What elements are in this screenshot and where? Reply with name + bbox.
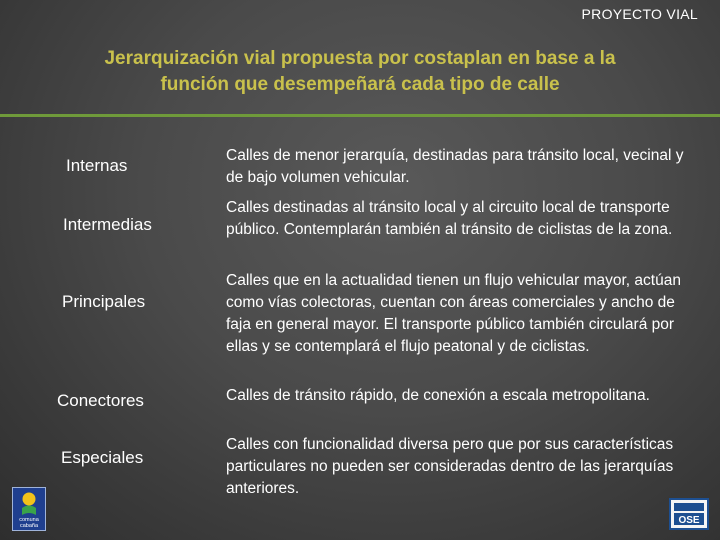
term-internas: Internas xyxy=(66,156,128,175)
definition-principales: Calles que en la actualidad tienen un flujo vehicular mayor, actúan como vías colectoras, cuentan con áreas comerciales y ancho de faja en general mayor. El transporte público también circulará por ellas y se contemplará el flujo peatonal y de ciclistas. xyxy=(226,272,681,355)
svg-text:cabaña: cabaña xyxy=(19,523,39,529)
slide-title xyxy=(40,46,680,98)
definition-intermedias: Calles destinadas al tránsito local y al circuito local de transporte público. Contemplarán también al tránsito de ciclistas de la zona. xyxy=(226,199,673,238)
term-conectores: Conectores xyxy=(57,391,144,410)
municipality-logo-mark xyxy=(13,488,45,530)
svg-text:OSE: OSE xyxy=(678,515,700,526)
header-label: PROYECTO VIAL xyxy=(581,6,698,22)
ose-logo xyxy=(669,498,709,530)
term-especiales: Especiales xyxy=(61,448,144,467)
title-divider xyxy=(0,114,720,117)
definition-internas: Calles de menor jerarquía, destinadas para tránsito local, vecinal y de bajo volumen vehicular. xyxy=(226,147,684,186)
slide-title-line-2: función que desempeñará cada tipo de calle xyxy=(160,74,560,95)
svg-text:comuna: comuna xyxy=(19,517,39,523)
term-intermedias: Intermedias xyxy=(63,215,152,234)
slide-title-line-1: Jerarquización vial propuesta por costaplan en base a la xyxy=(104,48,616,69)
definition-conectores: Calles de tránsito rápido, de conexión a escala metropolitana. xyxy=(226,387,650,404)
term-principales: Principales xyxy=(62,292,146,311)
ose-logo-mark xyxy=(671,500,707,528)
sun-icon xyxy=(23,493,36,506)
definition-especiales: Calles con funcionalidad diversa pero que por sus características particulares no pueden ser consideradas dentro de las jerarquías anteriores. xyxy=(226,436,674,497)
municipality-logo xyxy=(12,487,46,531)
